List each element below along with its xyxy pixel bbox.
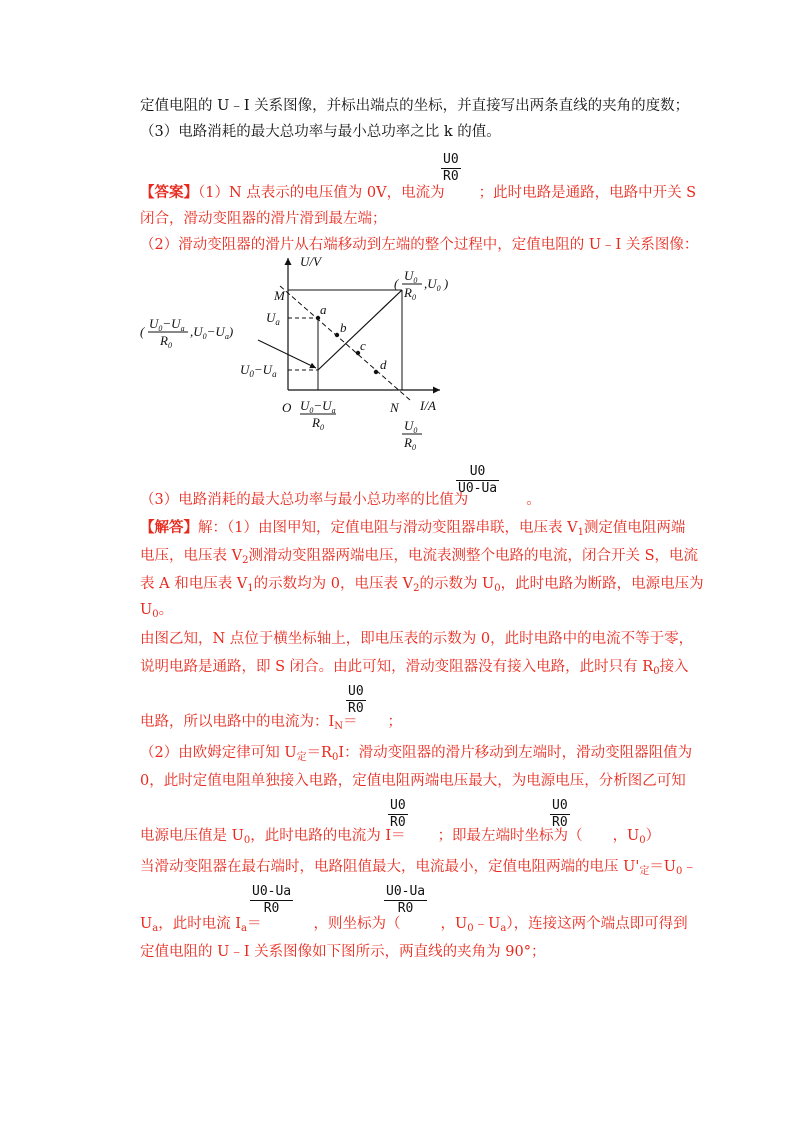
- solution-line-10: 电源电压值是 $U_0$，此时电路的电流为 I＝ ；即最左端时坐标为（ ，$U_0$）: [140, 828, 661, 846]
- x-axis-label: I/A: [420, 398, 436, 413]
- solution-line-5: 由图乙知，N 点位于横坐标轴上，即电压表的示数为 0，此时电路中的电流不等于零，: [140, 631, 694, 647]
- svg-text:U0: $U_0$: [404, 268, 418, 285]
- svg-text:R0: $R_0$: [312, 415, 324, 432]
- solution-line-13: 定值电阻的 U﹣I 关系图像如下图所示，两直线的夹角为 90°；: [140, 944, 546, 960]
- fraction-u0-r0: $\frac{U0}{R0}$: [443, 152, 459, 184]
- fraction-coord-right: $\frac{U0-Ua}{R0}$: [386, 884, 426, 916]
- answer-tag: 【答案】: [140, 184, 198, 201]
- solution-line-11: 当滑动变阻器在最右端时，电路阻值最大，电流最小，定值电阻两端的电压 $U'_定=U_0﹣$: [140, 859, 697, 877]
- top-right-coord-label: (: [394, 276, 399, 291]
- n-label: N: [390, 400, 399, 415]
- answer-line-2: 闭合，滑动变阻器的滑片滑到最左端；: [140, 211, 387, 227]
- point-d-label: d: [380, 357, 387, 372]
- svg-text:,U0−Ua): $,U_0-U_a$): [190, 324, 234, 341]
- svg-text:U0−Ua: $U_0-U_a$: [300, 398, 336, 415]
- solution-line-9: 0，此时定值电阻单独接入电路，定值电阻两端电压最大，为电源电压，分析图乙可知: [140, 773, 686, 789]
- answer-line-4: （3）电路消耗的最大总功率与最小总功率的比值为 。: [140, 492, 541, 508]
- svg-text:U0: $U_0$: [404, 418, 418, 435]
- svg-text:R0: $R_0$: [404, 285, 416, 302]
- point-b: [335, 333, 339, 337]
- solution-line-1: 【解答】解：（1）由图甲知，定值电阻与滑动变阻器串联，电压表 $V_1$测定值电阻两端: [140, 519, 686, 538]
- point-a-label: a: [320, 302, 327, 317]
- fraction-coord-left: $\frac{U0}{R0}$: [552, 798, 568, 830]
- answer-line-3: （2）滑动变阻器的滑片从右端移动到左端的整个过程中，定值电阻的 U﹣I 关系图像：: [140, 237, 699, 253]
- u0-ua-label: $U_0-U_a$: [240, 362, 277, 379]
- svg-text:U0−Ua: $U_0-U_a$: [149, 316, 185, 333]
- m-label: M: [274, 288, 285, 303]
- fraction-ia: $\frac{U0-Ua}{R0}$: [252, 884, 292, 916]
- answer-line-1: 【答案】（1）N 点表示的电压值为 0V，电流为 ；此时电路是通路，电路中开关 S: [140, 184, 697, 201]
- point-d: [374, 370, 378, 374]
- fraction-in: $\frac{U0}{R0}$: [348, 684, 364, 716]
- y-axis-label: U/V: [300, 254, 321, 269]
- solution-line-8: （2）由欧姆定律可知 $U_定=R_0I$：滑动变阻器的滑片移动到左端时，滑动变阻器阻值为: [140, 745, 693, 763]
- solution-tag: 【解答】: [140, 519, 198, 536]
- fraction-ratio: $\frac{U0}{U0-Ua}$: [458, 464, 498, 496]
- fraction-i: $\frac{U0}{R0}$: [390, 798, 406, 830]
- solution-line-6: 说明电路是通路，即 S 闭合。由此可知，滑动变阻器没有接入电路，此时只有 $R_0$接入: [140, 659, 689, 677]
- question-line-1: 定值电阻的 U﹣I 关系图像，并标出端点的坐标，并直接写出两条直线的夹角的度数；: [140, 98, 690, 114]
- origin-label: O: [282, 400, 292, 415]
- point-c-label: c: [360, 338, 366, 353]
- question-line-2: （3）电路消耗的最大总功率与最小总功率之比 k 的值。: [140, 124, 501, 140]
- left-coord-label: (: [140, 324, 145, 339]
- solution-line-12: $U_a$，此时电流 $I_a=$ ，则坐标为（ ，$U_0﹣U_a$），连接这两个端点即可得到: [140, 916, 688, 934]
- dashed-diagonal: [280, 286, 410, 400]
- u-i-graph: [140, 248, 495, 456]
- svg-text:R0: $R_0$: [404, 435, 416, 452]
- svg-text:,U0 ): $,U_0$ ): [424, 276, 449, 293]
- solution-line-2: 电压，电压表 $V_2$测滑动变阻器两端电压，电流表测整个电路的电流，闭合开关 S，电流: [140, 548, 699, 566]
- svg-text:R0: $R_0$: [160, 333, 172, 350]
- solution-line-3: 表 A 和电压表 $V_1$的示数均为 0，电压表 $V_2$的示数为 $U_0$，此时电路为断路，电源电压为: [140, 576, 704, 594]
- point-b-label: b: [340, 320, 347, 335]
- ua-label: $U_a$: [266, 310, 280, 327]
- solution-line-4: $U_0$。: [140, 602, 174, 620]
- solution-line-7: 电路，所以电路中的电流为：$I_N=$ ；: [140, 714, 402, 732]
